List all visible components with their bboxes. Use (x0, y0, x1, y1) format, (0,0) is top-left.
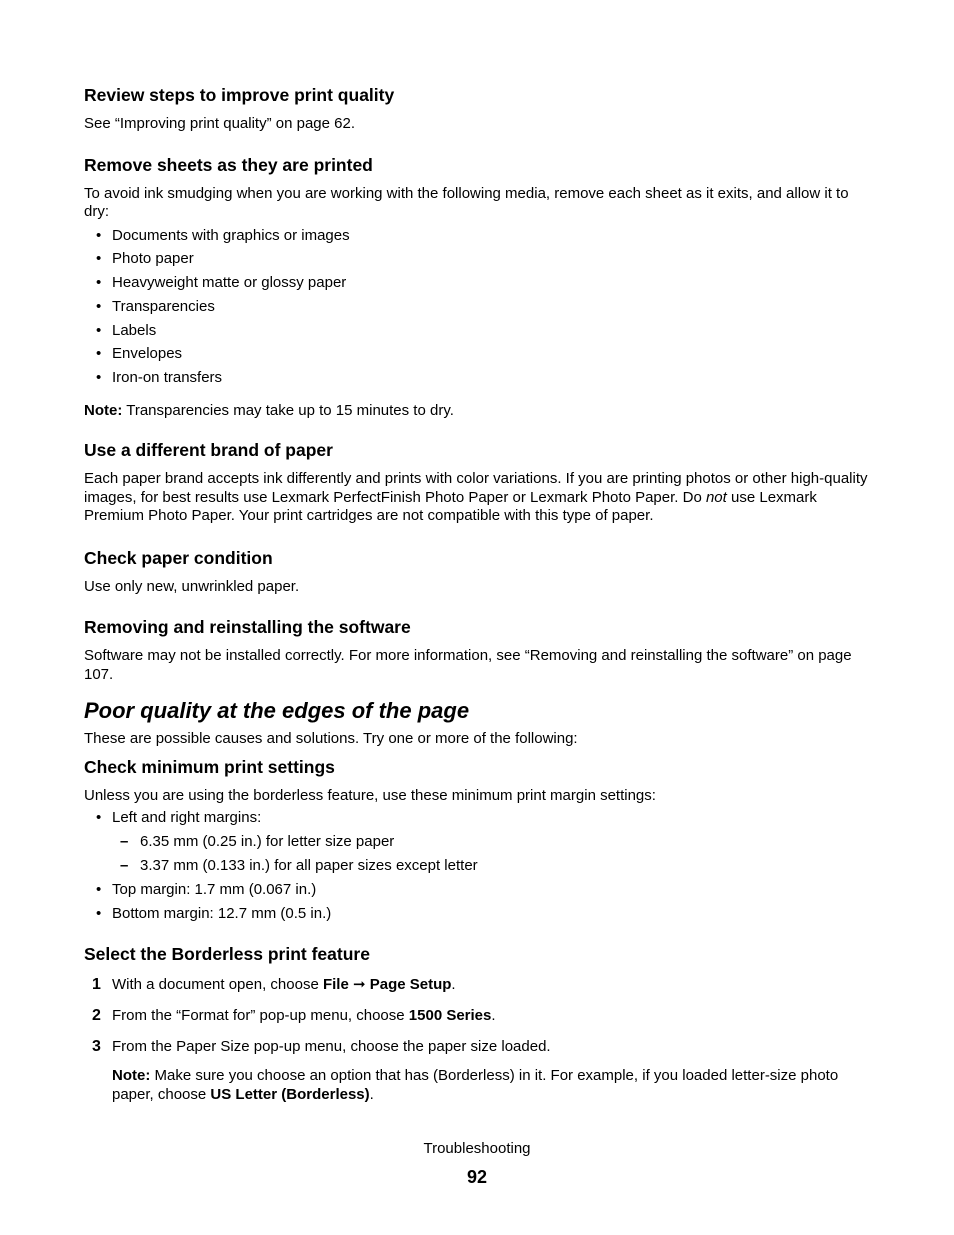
step1-text: With a document open, choose (112, 975, 323, 993)
media-item-text: Heavyweight matte or glossy paper (112, 274, 347, 292)
step2-text: From the “Format for” pop-up menu, choose (112, 1006, 409, 1024)
heading-software: Removing and reinstalling the software (84, 617, 411, 638)
bullet: • (96, 226, 102, 244)
heading-review: Review steps to improve print quality (84, 85, 395, 105)
note-label: Note: (84, 401, 123, 419)
media-item-text: Labels (112, 321, 157, 339)
media-item-text: Iron-on transfers (112, 369, 223, 387)
borderless-steps (84, 976, 874, 1105)
bottom-margin: Bottom margin: 12.7 mm (0.5 in.) (112, 905, 332, 923)
step3-text: From the Paper Size pop-up menu, choose the paper size loaded. (112, 1037, 551, 1055)
review-body: See “Improving print quality” on page 62. (84, 115, 355, 132)
min-settings-intro: Unless you are using the borderless feature, use these minimum print margin settings: (84, 786, 656, 804)
heading-condition: Check paper condition (84, 547, 273, 568)
step-number: 1 (92, 975, 101, 993)
media-item-text: Envelopes (112, 345, 183, 363)
condition-body: Use only new, unwrinkled paper. (84, 577, 300, 595)
list-item (84, 905, 874, 924)
bullet: • (96, 369, 102, 387)
heading-borderless: Select the Borderless print feature (84, 943, 370, 964)
bullet: • (96, 321, 102, 339)
bullet: • (96, 345, 102, 363)
brand-body-emph: not (705, 488, 727, 506)
bullet: • (96, 274, 102, 292)
heading-min-settings: Check minimum print settings (84, 756, 335, 777)
arrow-icon: ➞ (348, 975, 370, 993)
step1-file: File (322, 975, 349, 993)
step-number: 2 (92, 1006, 101, 1024)
step1-post: . (451, 975, 456, 993)
media-item-text: Photo paper (112, 250, 194, 268)
bullet: • (96, 297, 102, 315)
step2-post: . (491, 1006, 496, 1024)
bullet: • (96, 905, 102, 923)
sub-item-text: 6.35 mm (0.25 in.) for letter size paper (140, 833, 395, 851)
bullet: • (96, 809, 102, 827)
note-post: . (369, 1085, 374, 1103)
media-list (84, 227, 874, 388)
list-item (84, 227, 874, 246)
step-3 (84, 1038, 874, 1105)
software-body: Software may not be installed correctly. For more information, see “Removing and reinstalling the software” on page 107. (84, 647, 852, 683)
list-item (84, 274, 874, 293)
footer-section: Troubleshooting (423, 1140, 531, 1157)
step1-page-setup: Page Setup (369, 975, 452, 993)
list-item (84, 809, 874, 876)
lr-sub-list (84, 833, 874, 876)
bullet: • (96, 250, 102, 268)
note-text: Transparencies may take up to 15 minutes to dry. (122, 401, 454, 419)
media-item-text: Transparencies (112, 297, 215, 315)
note-us-letter: US Letter (Borderless) (210, 1085, 370, 1103)
step-2 (84, 1007, 874, 1026)
list-item (84, 345, 874, 364)
brand-body (84, 470, 874, 526)
remove-sheets-note (84, 402, 874, 421)
dash-bullet: – (120, 857, 129, 875)
heading-poor-quality: Poor quality at the edges of the page (84, 698, 470, 724)
lr-margins-label: Left and right margins: (112, 809, 262, 827)
top-margin: Top margin: 1.7 mm (0.067 in.) (112, 881, 317, 899)
borderless-note (112, 1067, 874, 1104)
bullet: • (96, 881, 102, 899)
list-item (84, 298, 874, 317)
note-label: Note: (112, 1067, 151, 1085)
sub-list-item (84, 833, 874, 852)
page-number: 92 (466, 1167, 488, 1187)
media-item-text: Documents with graphics or images (112, 226, 350, 244)
remove-sheets-intro: To avoid ink smudging when you are working with the following media, remove each sheet as it exits, and allow it to dry: (84, 184, 849, 220)
poor-quality-intro: These are possible causes and solutions. Try one or more of the following: (84, 730, 578, 748)
dash-bullet: – (120, 833, 129, 851)
brand-body-before: Each paper brand accepts ink differently and prints with color variations. If you are printing photos or other high-quality images, for best results use Lexmark PerfectFinish Photo Paper or Lexmark Photo Paper. Do (84, 470, 868, 506)
heading-brand: Use a different brand of paper (84, 440, 333, 461)
step-number: 3 (92, 1037, 101, 1055)
page-content (84, 84, 874, 1104)
list-item (84, 369, 874, 388)
list-item (84, 250, 874, 269)
sub-item-text: 3.37 mm (0.133 in.) for all paper sizes except letter (140, 857, 478, 875)
brand-body-after: use Lexmark Premium Photo Paper. Your print cartridges are not compatible with this type of paper. (84, 488, 817, 525)
sub-list-item (84, 857, 874, 876)
step2-series: 1500 Series (408, 1006, 492, 1024)
note-pre: Make sure you choose an option that has (Borderless) in it. For example, if you loaded letter-size photo paper, choose (112, 1067, 839, 1103)
list-item (84, 881, 874, 900)
step-1 (84, 976, 874, 995)
list-item (84, 322, 874, 341)
heading-remove-sheets: Remove sheets as they are printed (84, 154, 373, 175)
margin-list (84, 809, 874, 924)
